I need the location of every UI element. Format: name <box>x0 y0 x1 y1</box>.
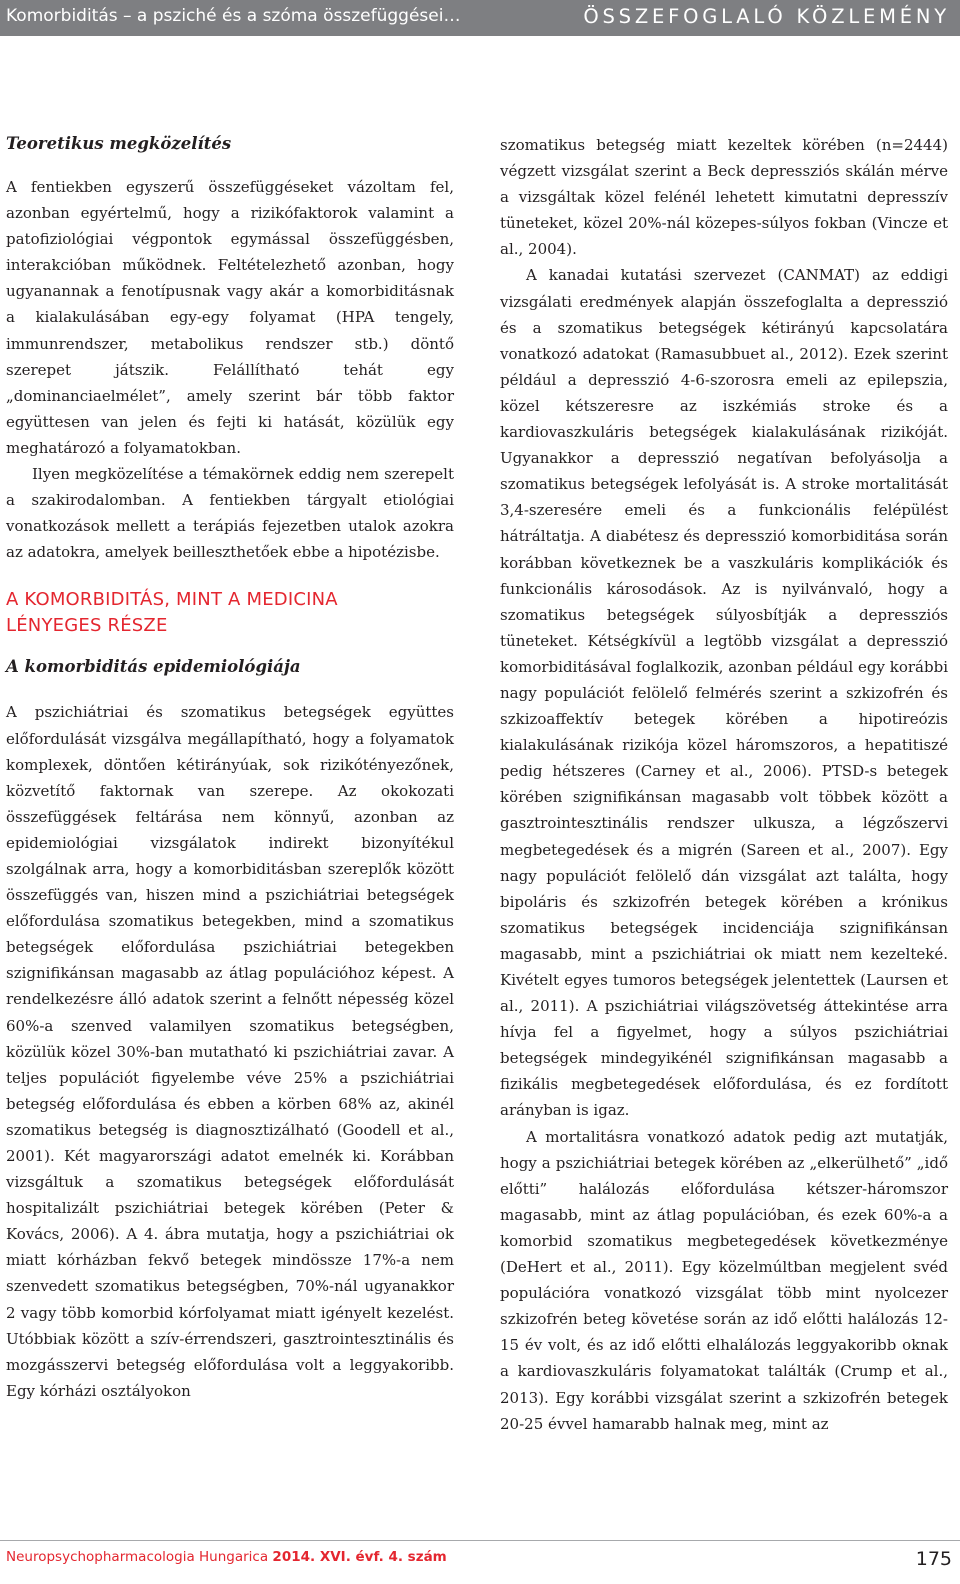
main-heading-line1: A KOMORBIDITÁS, MINT A MEDICINA <box>6 589 338 611</box>
paragraph: A mortalitásra vonatkozó adatok pedig azt mutatják, hogy a pszichiátriai betegek körében az „elkerülhető” „idő előtti” halálozás előfordulása kétszer-háromszor magasabb, mint az átlag populációban, és ezek 60%-a a komorbid szomatikus megbetegedések következménye (DeHert et al., 2011). Egy közelmúltban megjelent svéd populációra vonatkozó vizsgálat több mint nyolcezer szkizofrén beteg követése során az idő előtti halálozás 12-15 év volt, és az idő előtti elhalálozás leggyakoribb oknak a kardiovaszkuláris folyamatokat találták (Crump et al., 2013). Egy korábbi vizsgálat szerint a szkizofrén betegek 20-25 évvel hamarabb halnak meg, mint az <box>500 1127 948 1433</box>
issue-info: 2014. XVI. évf. 4. szám <box>272 1549 447 1565</box>
main-heading-line2: LÉNYEGES RÉSZE <box>6 615 168 637</box>
section-heading-teoretikus: Teoretikus megközelítés <box>6 134 232 153</box>
main-section-heading <box>6 587 454 639</box>
article-type: ÖSSZEFOGLALÓ KÖZLEMÉNY <box>583 5 950 28</box>
paragraph: A pszichiátriai és szomatikus betegségek együttes előfordulását vizsgálva megállapítható, hogy a folyamatok komplexek, döntően kétirányúak, sok rizikótényezőnek, közvetítő faktornak van szerepe. Az okokozati összefüggések feltárása nem könnyű, azonban az epidemiológiai vizsgálatok indirekt bizonyítékul szolgálnak arra, hogy a komorbiditásban szereplők között összefüggés van, hiszen mind a pszichiátriai betegségek előfordulása szomatikus betegekben, mind a szomatikus betegségek előfordulása pszichiátriai betegekben szignifikánsan magasabb az átlag populációhoz képest. A rendelkezésre álló adatok szerint a felnőtt népesség közel 60%-a szenved valamilyen szomatikus betegségben, közülük közel 30%-ban mutatható ki pszichiátriai zavar. A teljes populációt figyelembe véve 25% a pszichiátriai betegség előfordulása és ebben a körben 68% az, akinél szomatikus betegség is diagnosztizálható (Goodell et al., 2001). Két magyarországi adatot emelnék ki. Korábban vizsgáltuk a szomatikus betegségek előfordulását hospitalizált pszichiátriai betegek körében (Peter & Kovács, 2006). A 4. ábra mutatja, hogy a pszichiátriai ok miatt kórházban fekvő betegek mindössze 17%-a nem szenvedett szomatikus betegségben, 70%-nál ugyanakkor 2 vagy több komorbid kórfolyamat miatt igényelt kezelést. Utóbbiak között a szív-érrendszeri, gasztrointesztinális és mozgásszervi betegség előfordulása volt a leggyakoribb. Egy kórházi osztályokon <box>6 703 454 1400</box>
footer-citation <box>6 1549 447 1565</box>
left-column <box>6 132 454 1404</box>
paragraph: A fentiekben egyszerű összefüggéseket vázoltam fel, azonban egyértelmű, hogy a rizikófaktorok valamint a patofiziológiai végpontok egymással összefüggésben, interakcióban működnek. Feltételezhető azonban, hogy ugyanannak a fenotípusnak vagy akár a komorbiditásnak a kialakulásában egy-egy folyamat (HPA tengely, immunrendszer, metabolikus rendszer stb.) döntő szerepet játszik. Felállítható tehát egy „dominanciaelmélet”, amely szerint bár több faktor együttesen van jelen és fejti ki hatását, közülük egy meghatározó a folyamatokban. <box>6 178 454 457</box>
subsection-heading-epidemiologia: A komorbiditás epidemiológiája <box>6 657 301 677</box>
right-column <box>500 132 948 1437</box>
running-title: Komorbiditás – a psziché és a szóma összefüggései… <box>6 6 461 26</box>
paragraph: Ilyen megközelítése a témakörnek eddig nem szerepelt a szakirodalomban. A fentiekben tárgyalt etiológiai vonatkozások mellett a terápiás fejezetben utalok azokra az adatokra, amelyek beilleszthetőek ebbe a hipotézisbe. <box>6 465 454 562</box>
header-bar <box>0 0 960 36</box>
journal-name: Neuropsychopharmacologia Hungarica <box>6 1549 269 1565</box>
footer-rule <box>0 1540 960 1541</box>
page-number: 175 <box>915 1548 952 1570</box>
paragraph: A kanadai kutatási szervezet (CANMAT) az eddigi vizsgálati eredmények alapján összefoglalta a depresszió és a szomatikus betegségek kétirányú kapcsolatára vonatkozó adatokat (Ramasubbuet al., 2012). Ezek szerint például a depresszió 4-6-szorosra emeli az epilepszia, közel kétszeresre az iszkémiás stroke és a kardiovaszkuláris betegségek kialakulásának rizikóját. Ugyanakkor a depresszió negatívan befolyásolja a szomatikus betegségek lefolyását is. A stroke mortalitását 3,4-szeresére emeli és a funkcionális felépülést hátráltatja. A diabétesz és depresszió komorbiditása során korábban következnek be a vaszkuláris komplikációk és funkcionális károsodások. Az is nyilvánvaló, hogy a szomatikus betegségek súlyosbítják a depressziós tüneteket. Kétségkívül a legtöbb vizsgálat a depresszió komorbiditásával foglalkozik, azonban például egy korábbi nagy populációt felölelő felmérés szerint a szkizofrén és szkizoaffektív betegek körében a hipotireózis kialakulásának rizikója közel háromszoros, a hepatitiszé pedig hétszeres (Carney et al., 2006). PTSD-s betegek körében szignifikánsan magasabb volt többek között a gasztrointesztinális rendszer ulkusza, a légzőszervi megbetegedések és a migrén (Sareen et al., 2007). Egy nagy populációt felölelő dán vizsgálat azt találta, hogy bipoláris és szkizofrén betegek körében a krónikus szomatikus betegségek incidenciája szignifikánsan magasabb, mint a pszichiátriai ok miatt nem kezelteké. Kivételt egyes tumoros betegségek jelentettek (Laursen et al., 2011). A pszichiátriai világszövetség áttekintése arra hívja fel a figyelmet, hogy a súlyos pszichiátriai betegségek mindegyikénél szignifikánsan magasabb a fizikális megbetegedések előfordulása, és ez fordított arányban is igaz. <box>500 266 948 1120</box>
paragraph: szomatikus betegség miatt kezeltek körében (n=2444) végzett vizsgálat szerint a Beck depressziós skálán mérve a vizsgáltak közel felénél lehetett kimutatni depresszív tüneteket, közel 20%-nál közepes-súlyos fokban (Vincze et al., 2004). <box>500 136 948 259</box>
